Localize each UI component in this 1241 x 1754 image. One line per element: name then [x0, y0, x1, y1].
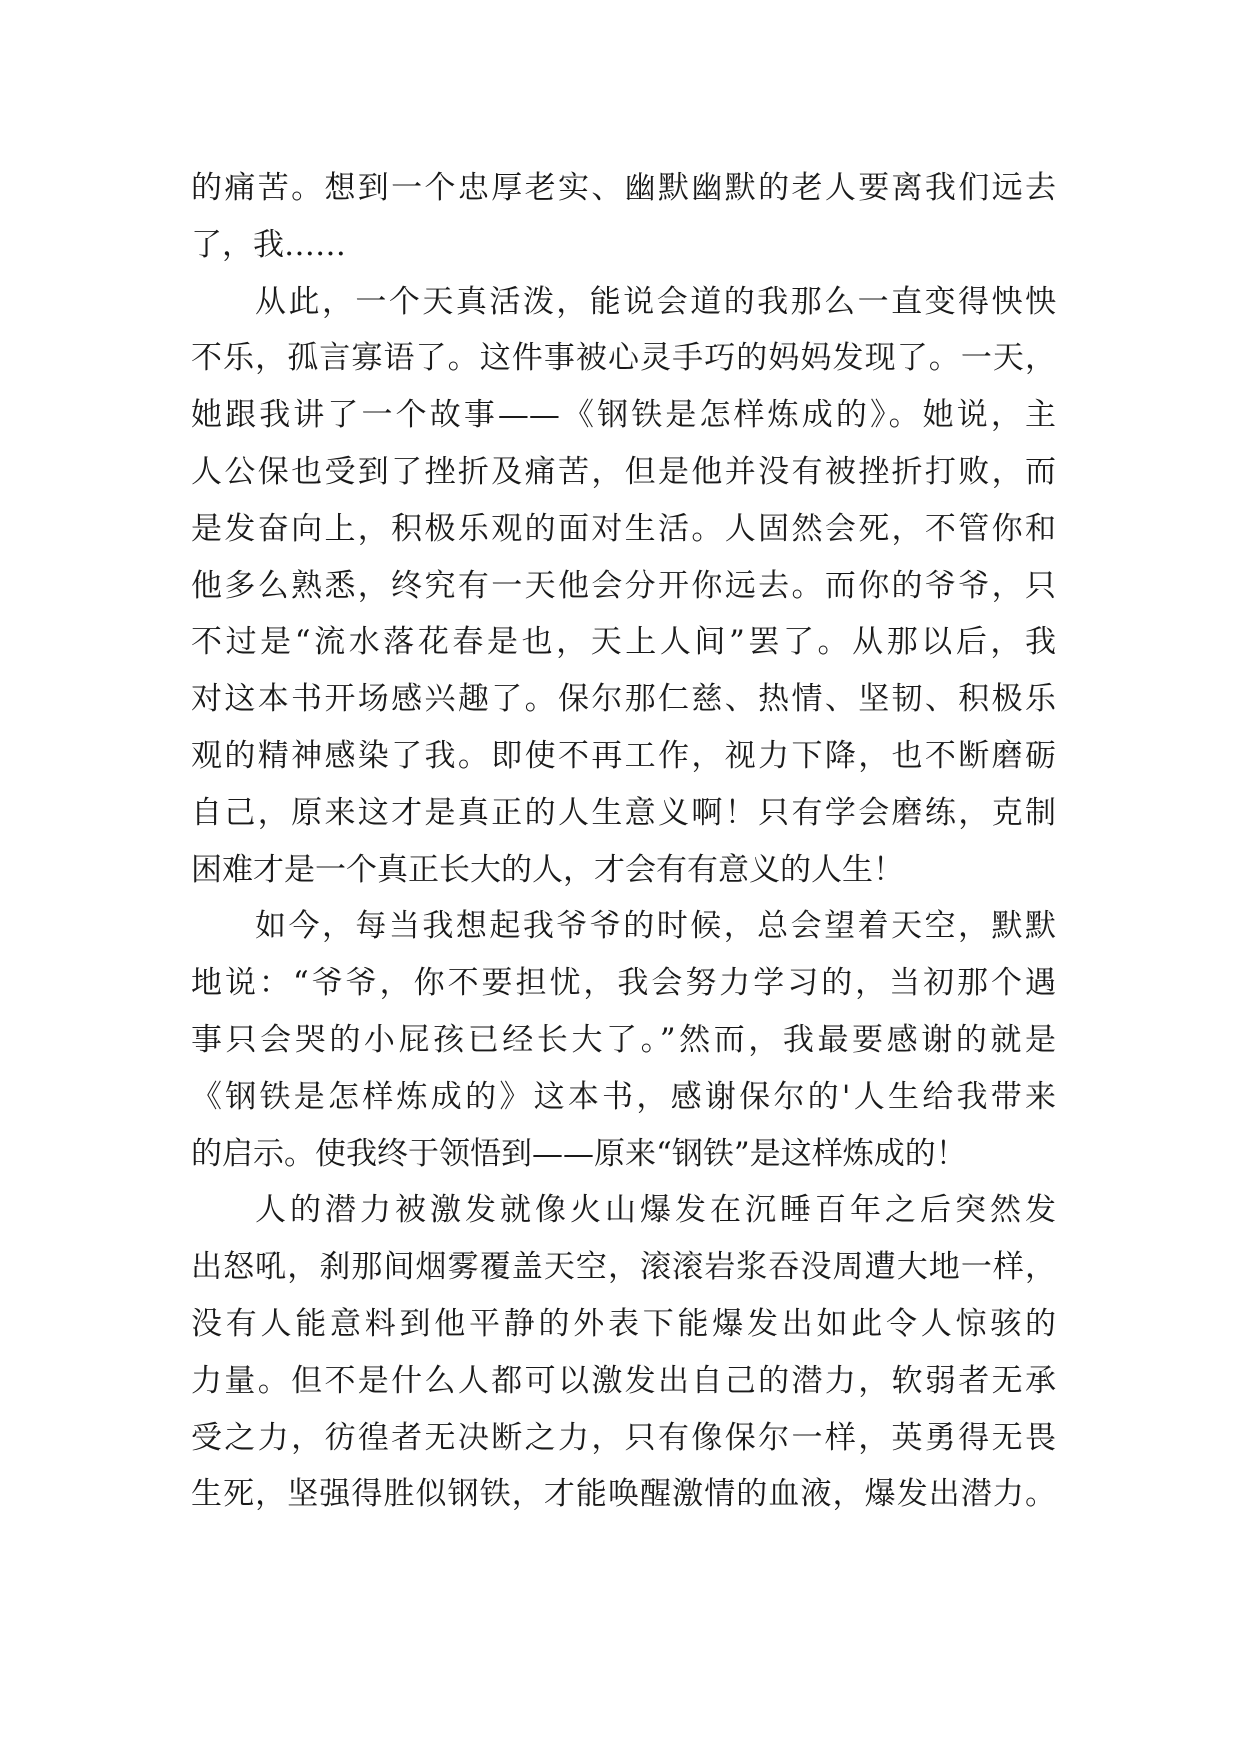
paragraph-start-line: 从此，一个天真活泼，能说会道的我那么一直变得怏怏 — [255, 283, 1056, 320]
text-line: 她跟我讲了一个故事——《钢铁是怎样炼成的》。她说，主 — [191, 397, 1056, 434]
text-line: 自己，原来这才是真正的人生意义啊！只有学会磨练，克制 — [191, 794, 1056, 831]
paragraph-start-line: 如今，每当我想起我爷爷的时候，总会望着天空，默默 — [255, 908, 1056, 945]
text-line: 是发奋向上，积极乐观的面对生活。人固然会死，不管你和 — [191, 510, 1056, 547]
text-line: 的启示。使我终于领悟到——原来“钢铁”是这样炼成的！ — [191, 1135, 967, 1172]
body-text — [191, 160, 1056, 1523]
text-line: 的痛苦。想到一个忠厚老实、幽默幽默的老人要离我们远去 — [191, 170, 1056, 206]
paragraph-start-line: 人的潜力被激发就像火山爆发在沉睡百年之后突然发 — [255, 1192, 1056, 1229]
text-line: 《钢铁是怎样炼成的》这本书，感谢保尔的'人生给我带来 — [191, 1078, 1056, 1115]
text-line: 事只会哭的小屁孩已经长大了。”然而，我最要感谢的就是 — [191, 1021, 1056, 1058]
text-line: 困难才是一个真正长大的人，才会有有意义的人生！ — [191, 851, 904, 888]
text-line: 他多么熟悉，终究有一天他会分开你远去。而你的爷爷，只 — [191, 567, 1056, 604]
text-line: 生死，坚强得胜似钢铁，才能唤醒激情的血液，爆发出潜力。 — [191, 1476, 1056, 1513]
text-line: 人公保也受到了挫折及痛苦，但是他并没有被挫折打败，而 — [191, 453, 1056, 490]
text-line: 不乐，孤言寡语了。这件事被心灵手巧的妈妈发现了。一天， — [191, 340, 1056, 377]
text-line: 观的精神感染了我。即使不再工作，视力下降，也不断磨砺 — [191, 737, 1056, 774]
text-line: 力量。但不是什么人都可以激发出自己的潜力，软弱者无承 — [191, 1362, 1056, 1399]
text-line: 地说：“爷爷，你不要担忧，我会努力学习的，当初那个遇 — [191, 965, 1056, 1002]
text-line: 没有人能意料到他平静的外表下能爆发出如此令人惊骇的 — [191, 1305, 1056, 1342]
text-line: 出怒吼，刹那间烟雾覆盖天空，滚滚岩浆吞没周遭大地一样， — [191, 1249, 1056, 1286]
text-line: 了，我…… — [191, 226, 346, 263]
text-line: 对这本书开场感兴趣了。保尔那仁慈、热情、坚韧、积极乐 — [191, 681, 1056, 718]
text-line: 不过是“流水落花春是也，天上人间”罢了。从那以后，我 — [191, 624, 1056, 661]
text-line: 受之力，彷徨者无决断之力，只有像保尔一样，英勇得无畏 — [191, 1419, 1056, 1456]
